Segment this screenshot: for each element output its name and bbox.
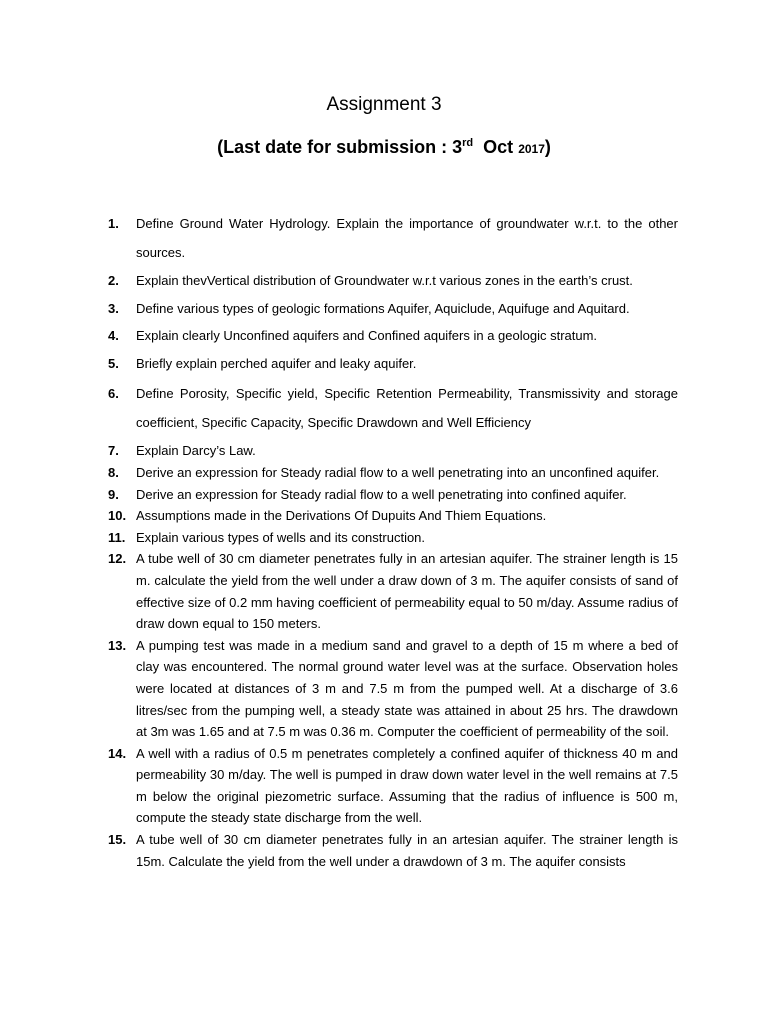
- question-text: Derive an expression for Steady radial flow to a well penetrating into confined aquifer.: [136, 486, 627, 502]
- question-item: [108, 743, 678, 829]
- question-number: 5.: [108, 355, 119, 371]
- question-item: [108, 353, 678, 375]
- question-number: 3.: [108, 300, 119, 316]
- deadline-prefix: (Last date for submission : 3: [217, 137, 463, 157]
- question-text: Explain clearly Unconfined aquifers and Confined aquifers in a geologic stratum.: [136, 328, 598, 344]
- question-text: Define various types of geologic formations Aquifer, Aquiclude, Aquifuge and Aquitard.: [136, 300, 630, 316]
- question-text: A pumping test was made in a medium sand and gravel to a depth of 15 m where a bed of clay was encountered. The normal ground water level was at the surface. Observation holes were located at distances of 3 m and 7.5 m from the pumped well. At a discharge of 3.6 litres/sec from the pumping well, a steady state was attained in about 25 hrs. The drawdown at 3m was 1.65 and at 7.5 m was 0.36 m. Computer the coefficient of permeability of the soil.: [136, 637, 678, 740]
- question-text: Define Ground Water Hydrology. Explain the importance of groundwater w.r.t. to the other sources.: [136, 216, 678, 260]
- question-item: [108, 462, 678, 484]
- question-item: [108, 270, 678, 292]
- question-number: 12.: [108, 551, 127, 567]
- question-text: Define Porosity, Specific yield, Specific Retention Permeability, Transmissivity and storage coefficient, Specific Capacity, Specific Drawdown and Well Efficiency: [136, 386, 678, 430]
- question-number: 14.: [108, 745, 127, 761]
- question-list: [108, 210, 678, 872]
- deadline-year: 2017: [518, 142, 545, 156]
- question-item: [108, 440, 678, 462]
- question-item: [108, 829, 678, 872]
- question-number: 4.: [108, 328, 119, 344]
- question-text: A tube well of 30 cm diameter penetrates fully in an artesian aquifer. The strainer length is 15 m. calculate the yield from the well under a draw down of 3 m. The aquifer consists of sand of effective size of 0.2 mm having coefficient of permeability equal to 50 m/day. Assume radius of draw down equal to 150 meters.: [136, 551, 678, 632]
- question-number: 15.: [108, 832, 127, 848]
- question-number: 1.: [108, 216, 119, 231]
- deadline-month: Oct: [483, 137, 514, 157]
- submission-deadline: [0, 137, 768, 158]
- question-number: 13.: [108, 637, 127, 653]
- question-item: [108, 484, 678, 506]
- question-item: [108, 548, 678, 634]
- question-number: 10.: [108, 508, 127, 524]
- question-text: Explain various types of wells and its construction.: [136, 529, 426, 545]
- question-item: [108, 380, 678, 437]
- question-number: 2.: [108, 273, 119, 288]
- question-text: Explain thevVertical distribution of Groundwater w.r.t various zones in the earth’s crust.: [136, 273, 633, 288]
- question-number: 11.: [108, 529, 126, 545]
- question-text: Assumptions made in the Derivations Of Dupuits And Thiem Equations.: [136, 508, 547, 524]
- question-text: A well with a radius of 0.5 m penetrates completely a confined aquifer of thickness 40 m and permeability 30 m/day. The well is pumped in draw down water level in the well remains at 7.5 m below the original piezometric surface. Assuming that the radius of influence is 500 m, compute the steady state discharge from the well.: [136, 745, 678, 826]
- question-text: Explain Darcy’s Law.: [136, 443, 256, 459]
- question-text: Derive an expression for Steady radial flow to a well penetrating into an unconfined aquifer.: [136, 464, 660, 480]
- question-item: [108, 325, 678, 347]
- question-item: [108, 505, 678, 527]
- question-text: Briefly explain perched aquifer and leaky aquifer.: [136, 355, 417, 371]
- deadline-close: ): [544, 137, 551, 157]
- question-item: [108, 210, 678, 267]
- question-text: A tube well of 30 cm diameter penetrates fully in an artesian aquifer. The strainer length is 15m. Calculate the yield from the well under a drawdown of 3 m. The aquifer consists: [136, 832, 678, 869]
- assignment-title: Assignment 3: [326, 94, 442, 115]
- question-number: 9.: [108, 486, 119, 502]
- question-number: 7.: [108, 443, 119, 459]
- question-item: [108, 298, 678, 320]
- question-item: [108, 635, 678, 743]
- deadline-day-suffix: rd: [462, 137, 474, 149]
- question-number: 8.: [108, 464, 119, 480]
- question-number: 6.: [108, 386, 119, 402]
- question-item: [108, 527, 678, 549]
